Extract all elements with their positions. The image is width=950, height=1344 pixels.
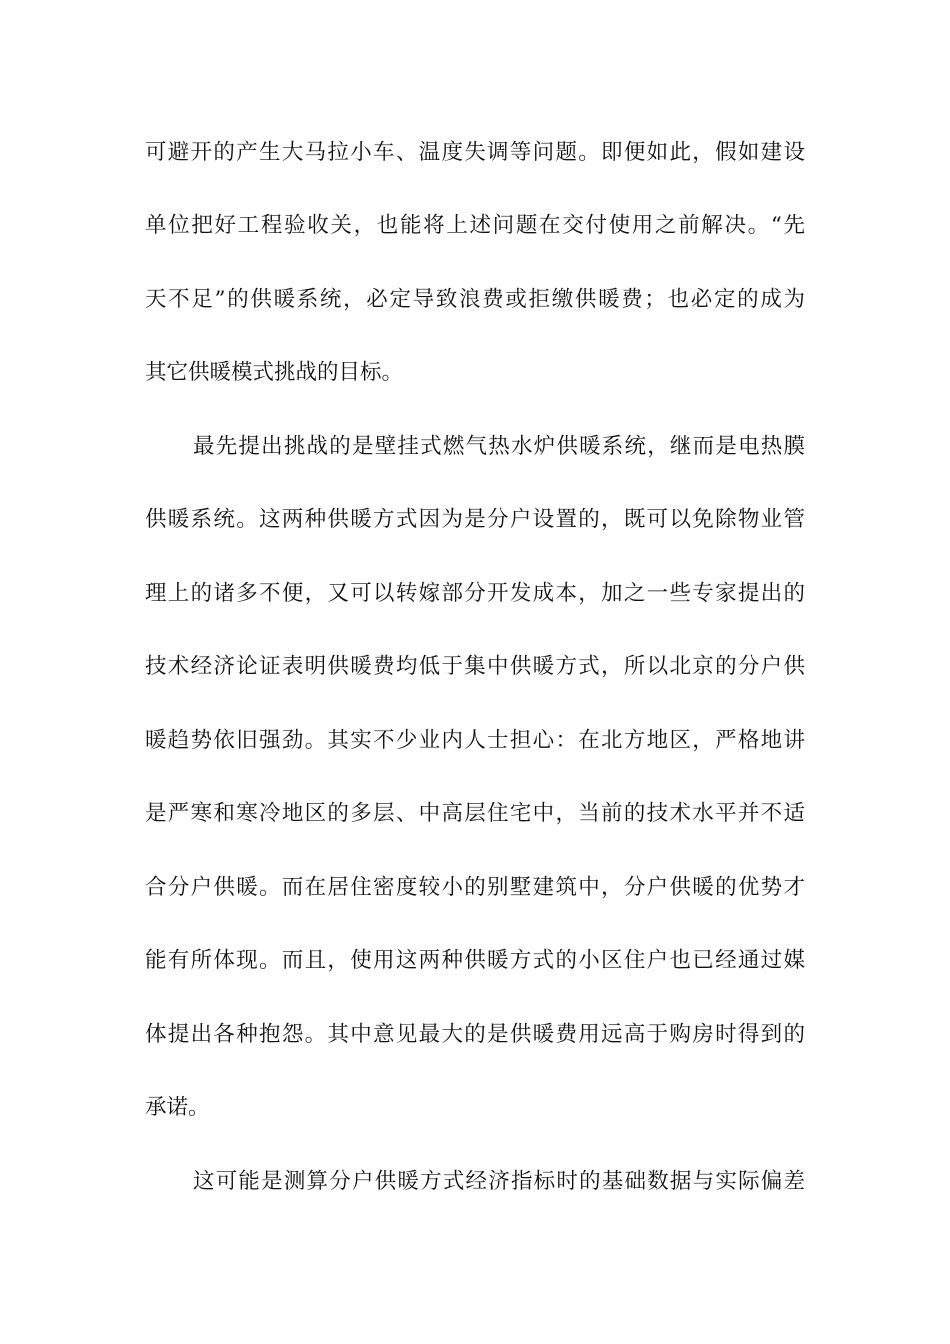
text-line-13: 体提出各种抱怨。其中意见最大的是供暖费用远高于购房时得到的 bbox=[145, 1022, 805, 1047]
text-line-14: 承诺。 bbox=[145, 1095, 210, 1120]
text-line-7: 理上的诸多不便，又可以转嫁部分开发成本，加之一些专家提出的 bbox=[145, 581, 805, 606]
text-line-2: 单位把好工程验收关，也能将上述问题在交付使用之前解决。“先 bbox=[145, 213, 805, 238]
text-line-3: 天不足”的供暖系统，必定导致浪费或拒缴供暖费；也必定的成为 bbox=[145, 287, 805, 312]
text-line-10: 是严寒和寒冷地区的多层、中高层住宅中，当前的技术水平并不适 bbox=[145, 801, 805, 826]
text-line-8: 技术经济论证表明供暖费均低于集中供暖方式，所以北京的分户供 bbox=[145, 654, 805, 679]
text-line-15: 这可能是测算分户供暖方式经济指标时的基础数据与实际偏差 bbox=[193, 1169, 805, 1194]
text-line-12: 能有所体现。而且，使用这两种供暖方式的小区住户也已经通过媒 bbox=[145, 948, 805, 973]
text-line-6: 供暖系统。这两种供暖方式因为是分户设置的，既可以免除物业管 bbox=[145, 507, 805, 532]
text-line-5: 最先提出挑战的是壁挂式燃气热水炉供暖系统，继而是电热膜 bbox=[193, 434, 805, 459]
text-line-4: 其它供暖模式挑战的目标。 bbox=[145, 360, 404, 385]
text-line-1: 可避开的产生大马拉小车、温度失调等问题。即便如此，假如建设 bbox=[145, 140, 805, 165]
text-line-11: 合分户供暖。而在居住密度较小的别墅建筑中，分户供暖的优势才 bbox=[145, 875, 805, 900]
text-line-9: 暖趋势依旧强劲。其实不少业内人士担心：在北方地区，严格地讲 bbox=[145, 728, 805, 753]
